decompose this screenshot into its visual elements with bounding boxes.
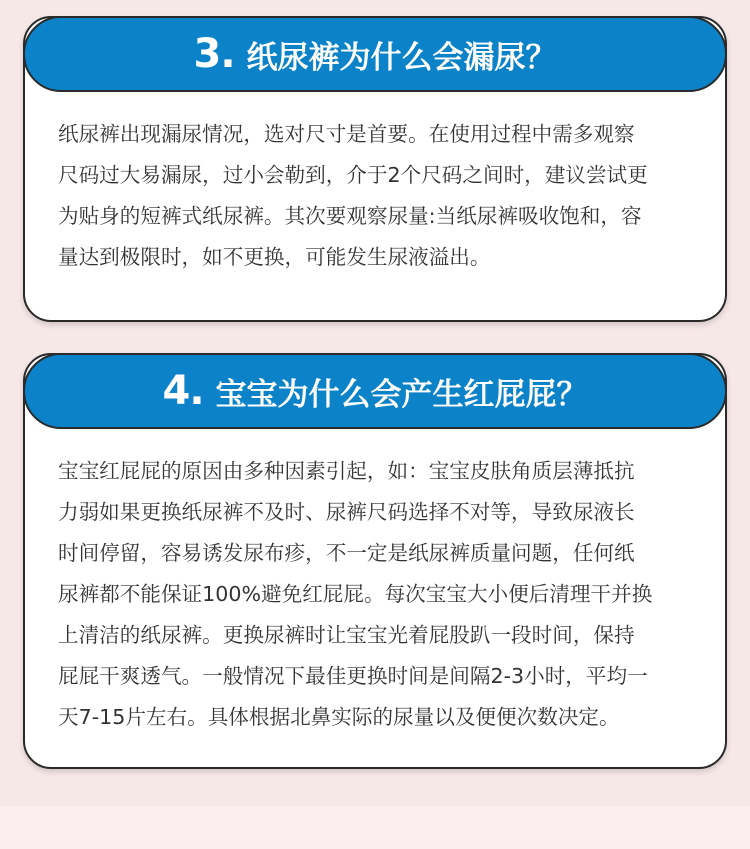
body-line: 尿裤都不能保证100%避免红屁屁。每次宝宝大小便后清理干并换 bbox=[58, 582, 653, 606]
faq-header-leakage bbox=[23, 16, 727, 92]
section-body bbox=[58, 451, 703, 738]
body-line: 为贴身的短裤式纸尿裤。其次要观察尿量:当纸尿裤吸收饱和，容 bbox=[58, 204, 642, 228]
faq-header-diaper-rash bbox=[23, 353, 727, 429]
body-line: 屁屁干爽透气。一般情况下最佳更换时间是间隔2-3小时，平均一 bbox=[58, 664, 648, 688]
faq-card-leakage bbox=[23, 16, 727, 322]
body-line: 宝宝红屁屁的原因由多种因素引起，如：宝宝皮肤角质层薄抵抗 bbox=[58, 459, 635, 483]
section-number: 3. bbox=[193, 31, 235, 77]
faq-card-diaper-rash bbox=[23, 353, 727, 769]
body-line: 力弱如果更换纸尿裤不及时、尿裤尺码选择不对等，导致尿液长 bbox=[58, 500, 635, 524]
body-line: 时间停留，容易诱发尿布疹，不一定是纸尿裤质量问题，任何纸 bbox=[58, 541, 635, 565]
body-line: 尺码过大易漏尿，过小会勒到，介于2个尺码之间时，建议尝试更 bbox=[58, 163, 648, 187]
body-line: 天7-15片左右。具体根据北鼻实际的尿量以及便便次数决定。 bbox=[58, 705, 620, 729]
section-title: 宝宝为什么会产生红屁屁？ bbox=[215, 376, 588, 413]
section-body bbox=[58, 114, 703, 278]
bottom-background-strip bbox=[0, 806, 750, 849]
body-line: 纸尿裤出现漏尿情况，选对尺寸是首要。在使用过程中需多观察 bbox=[58, 122, 635, 146]
body-line: 上清洁的纸尿裤。更换尿裤时让宝宝光着屁股趴一段时间，保持 bbox=[58, 623, 635, 647]
section-number: 4. bbox=[162, 368, 204, 414]
body-line: 量达到极限时，如不更换，可能发生尿液溢出。 bbox=[58, 245, 491, 269]
section-title: 纸尿裤为什么会漏尿？ bbox=[246, 39, 557, 76]
